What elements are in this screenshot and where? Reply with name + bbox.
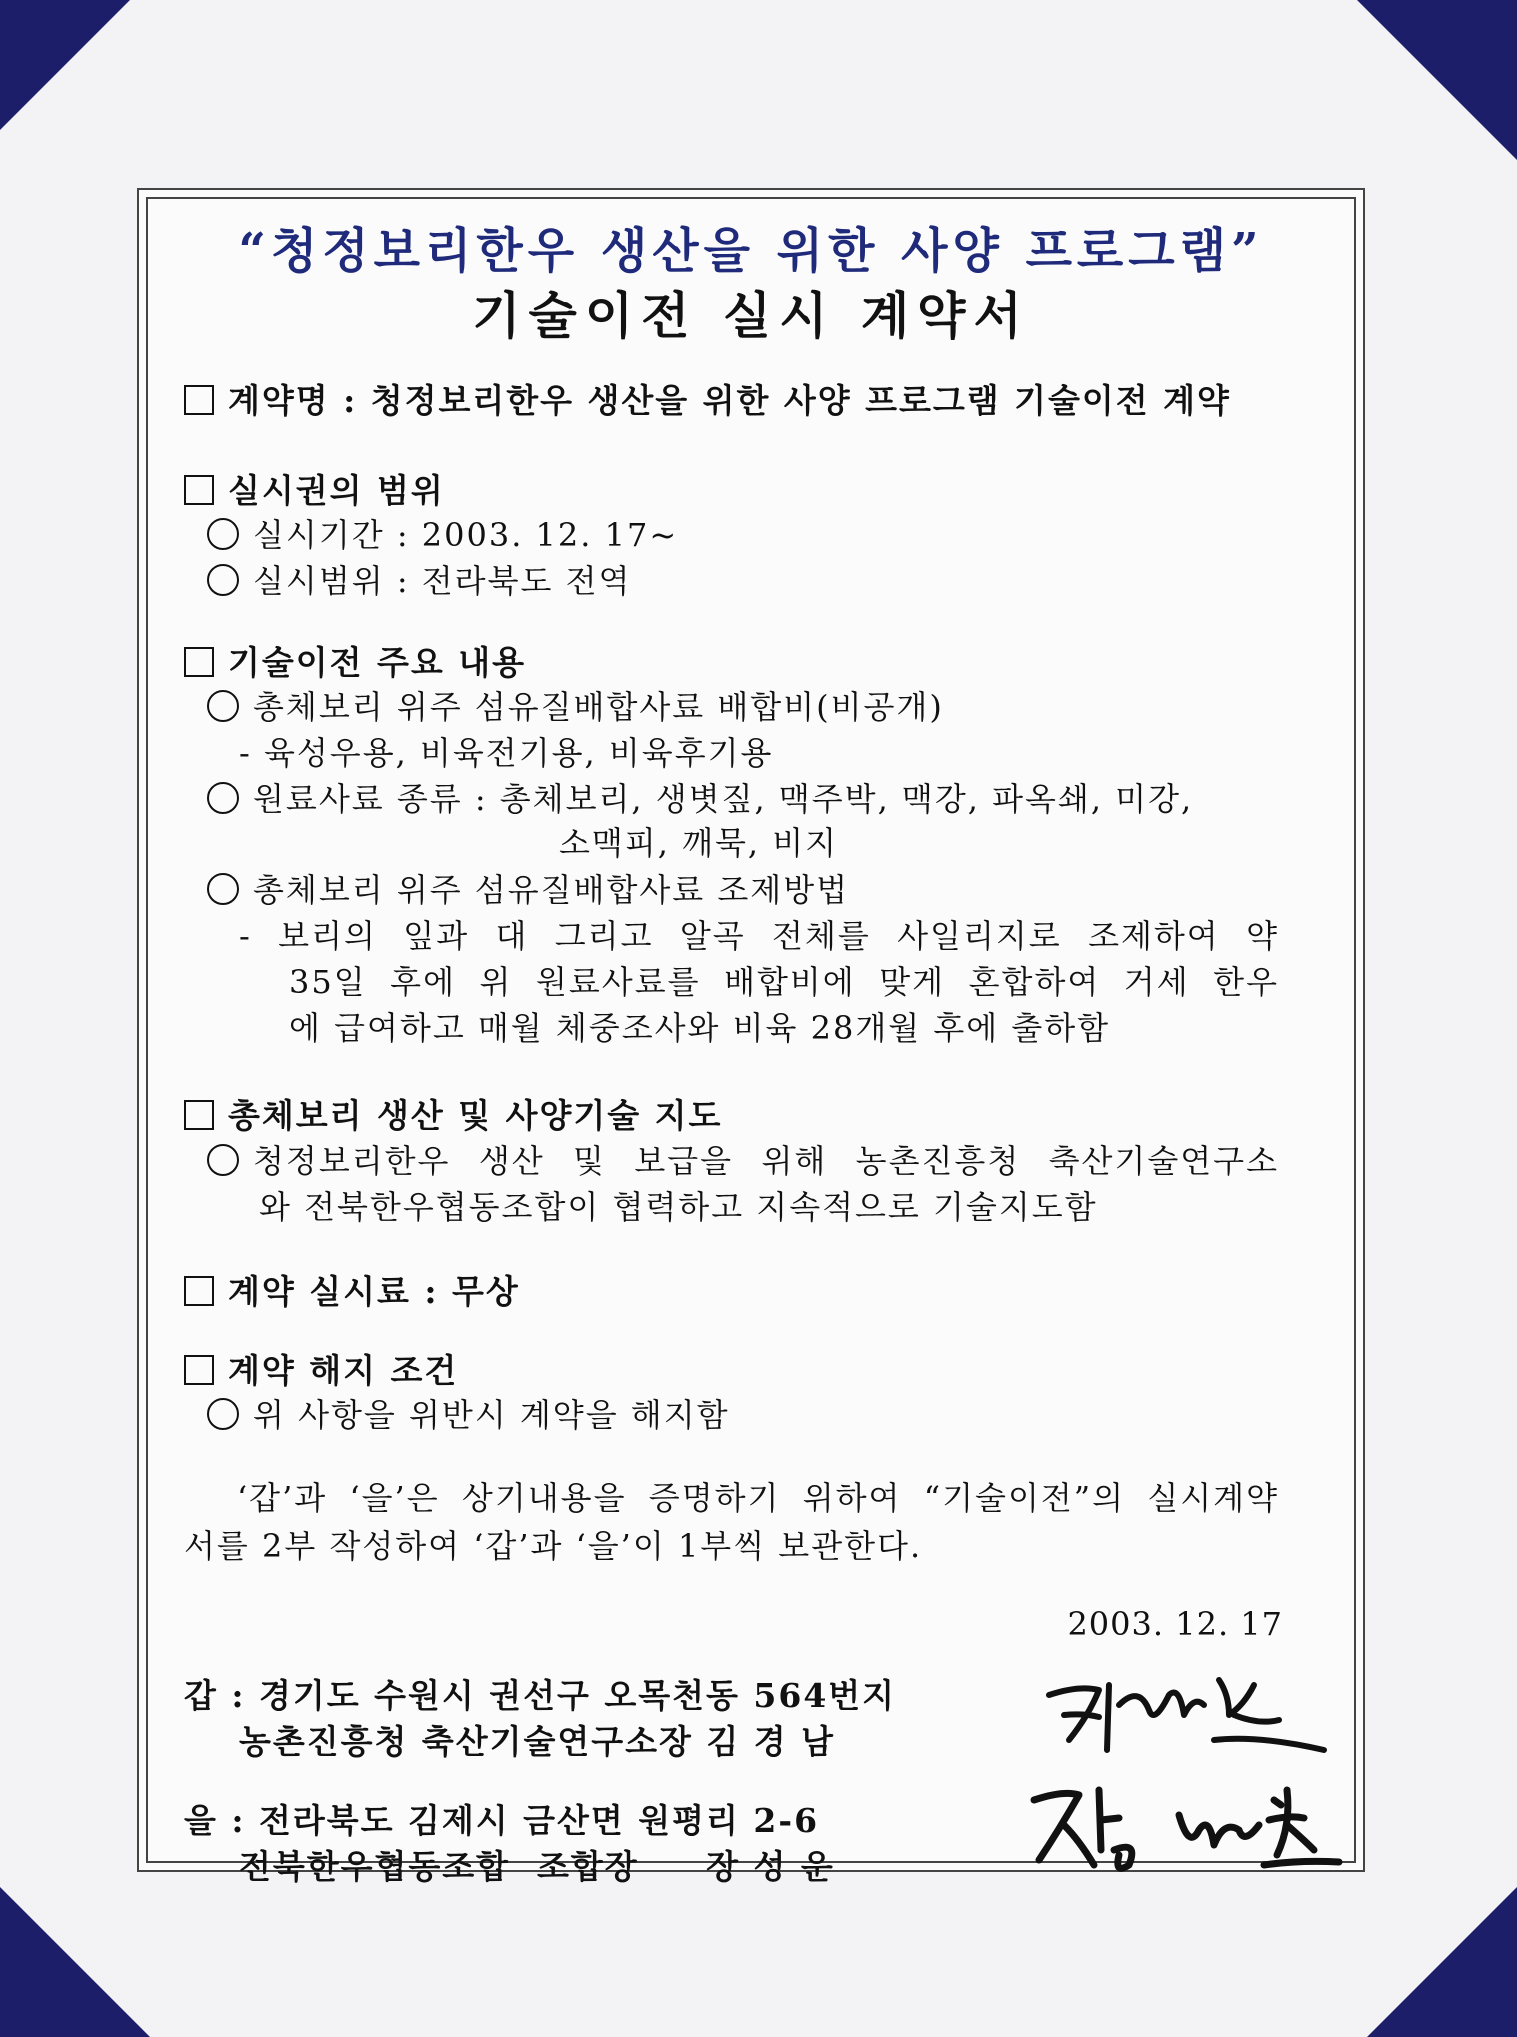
fee-text: 계약 실시료 : 무상 bbox=[228, 1272, 520, 1311]
scope-item-area bbox=[207, 556, 631, 602]
termination-item bbox=[207, 1390, 730, 1436]
guidance-line-1 bbox=[207, 1136, 1279, 1182]
tech-method-text: 총체보리 위주 섬유질배합사료 조제방법 bbox=[253, 871, 850, 909]
tech-method-line-3: 에 급여하고 매월 체중조사와 비육 28개월 후에 출하함 bbox=[289, 1009, 1111, 1047]
tech-item-ratio bbox=[207, 682, 944, 728]
guidance-line-2: 와 전북한우협동조합이 협력하고 지속적으로 기술지도함 bbox=[259, 1188, 1098, 1226]
checkbox-icon bbox=[184, 1276, 214, 1306]
party-b-name: 전북한우협동조합 조합장 장 성 운 bbox=[239, 1847, 835, 1886]
corner-tape-top-right bbox=[1357, 0, 1517, 160]
tech-materials-text: 원료사료 종류 : 총체보리, 생볏짚, 맥주박, 맥강, 파옥쇄, 미강, bbox=[253, 780, 1194, 818]
section-scope-heading bbox=[184, 465, 445, 512]
tech-item-materials-cont: 소맥피, 깨묵, 비지 bbox=[559, 824, 839, 862]
section-fee bbox=[184, 1266, 520, 1313]
tech-heading-text: 기술이전 주요 내용 bbox=[228, 643, 527, 682]
scope-item-period bbox=[207, 510, 678, 556]
scope-area-text: 실시범위 : 전라북도 전역 bbox=[253, 562, 632, 600]
section-termination-heading bbox=[184, 1345, 458, 1392]
checkbox-icon bbox=[184, 475, 214, 505]
signature-b bbox=[1019, 1770, 1349, 1885]
statement-line-2: 서를 2부 작성하여 ‘갑’과 ‘을’이 1부씩 보관한다. bbox=[184, 1527, 923, 1565]
contract-date: 2003. 12. 17 bbox=[1067, 1605, 1283, 1643]
checkbox-icon bbox=[184, 1100, 214, 1130]
circle-bullet-icon bbox=[207, 564, 239, 596]
checkbox-icon bbox=[184, 647, 214, 677]
circle-bullet-icon bbox=[207, 518, 239, 550]
section-tech-heading bbox=[184, 637, 526, 684]
tech-ratio-text: 총체보리 위주 섬유질배합사료 배합비(비공개) bbox=[253, 688, 944, 726]
corner-tape-top-left bbox=[0, 0, 130, 130]
party-b-address: 을 : 전라북도 김제시 금산면 원평리 2-6 bbox=[184, 1801, 820, 1840]
scope-heading-text: 실시권의 범위 bbox=[228, 471, 445, 510]
scope-period-text: 실시기간 : 2003. 12. 17~ bbox=[253, 516, 679, 554]
corner-tape-bottom-left bbox=[0, 1887, 150, 2037]
tech-method-line-1: - 보리의 잎과 대 그리고 알곡 전체를 사일리지로 조제하여 약 bbox=[239, 917, 1279, 955]
contract-name-text: 계약명 : 청정보리한우 생산을 위한 사양 프로그램 기술이전 계약 bbox=[228, 381, 1231, 420]
circle-bullet-icon bbox=[207, 690, 239, 722]
tech-item-materials bbox=[207, 774, 1193, 820]
circle-bullet-icon bbox=[207, 873, 239, 905]
tech-method-line-2: 35일 후에 위 원료사료를 배합비에 맞게 혼합하여 거세 한우 bbox=[289, 963, 1279, 1001]
party-a-name: 농촌진흥청 축산기술연구소장 김 경 남 bbox=[239, 1722, 836, 1761]
corner-tape-bottom-right bbox=[1367, 1887, 1517, 2037]
circle-bullet-icon bbox=[207, 782, 239, 814]
party-a-address: 갑 : 경기도 수원시 권선구 오목천동 564번지 bbox=[184, 1676, 897, 1715]
guidance-line-1-text: 청정보리한우 생산 및 보급을 위해 농촌진흥청 축산기술연구소 bbox=[253, 1142, 1279, 1180]
signature-a bbox=[1029, 1655, 1329, 1765]
section-contract-name bbox=[184, 375, 1231, 422]
tech-item-ratio-sub: - 육성우용, 비육전기용, 비육후기용 bbox=[239, 734, 774, 772]
termination-heading-text: 계약 해지 조건 bbox=[228, 1351, 459, 1390]
statement-line-1: ‘갑’과 ‘을’은 상기내용을 증명하기 위하여 “기술이전”의 실시계약 bbox=[237, 1479, 1279, 1517]
document-title-contract: 기술이전 실시 계약서 bbox=[472, 286, 1030, 345]
guidance-heading-text: 총체보리 생산 및 사양기술 지도 bbox=[228, 1096, 723, 1135]
contract-document bbox=[137, 188, 1365, 1886]
circle-bullet-icon bbox=[207, 1144, 239, 1176]
circle-bullet-icon bbox=[207, 1398, 239, 1430]
tech-item-method bbox=[207, 865, 849, 911]
section-guidance-heading bbox=[184, 1090, 722, 1137]
document-title-program: “청정보리한우 생산을 위한 사양 프로그램” bbox=[238, 223, 1264, 279]
checkbox-icon bbox=[184, 385, 214, 415]
termination-item-text: 위 사항을 위반시 계약을 해지함 bbox=[253, 1396, 730, 1434]
checkbox-icon bbox=[184, 1355, 214, 1385]
